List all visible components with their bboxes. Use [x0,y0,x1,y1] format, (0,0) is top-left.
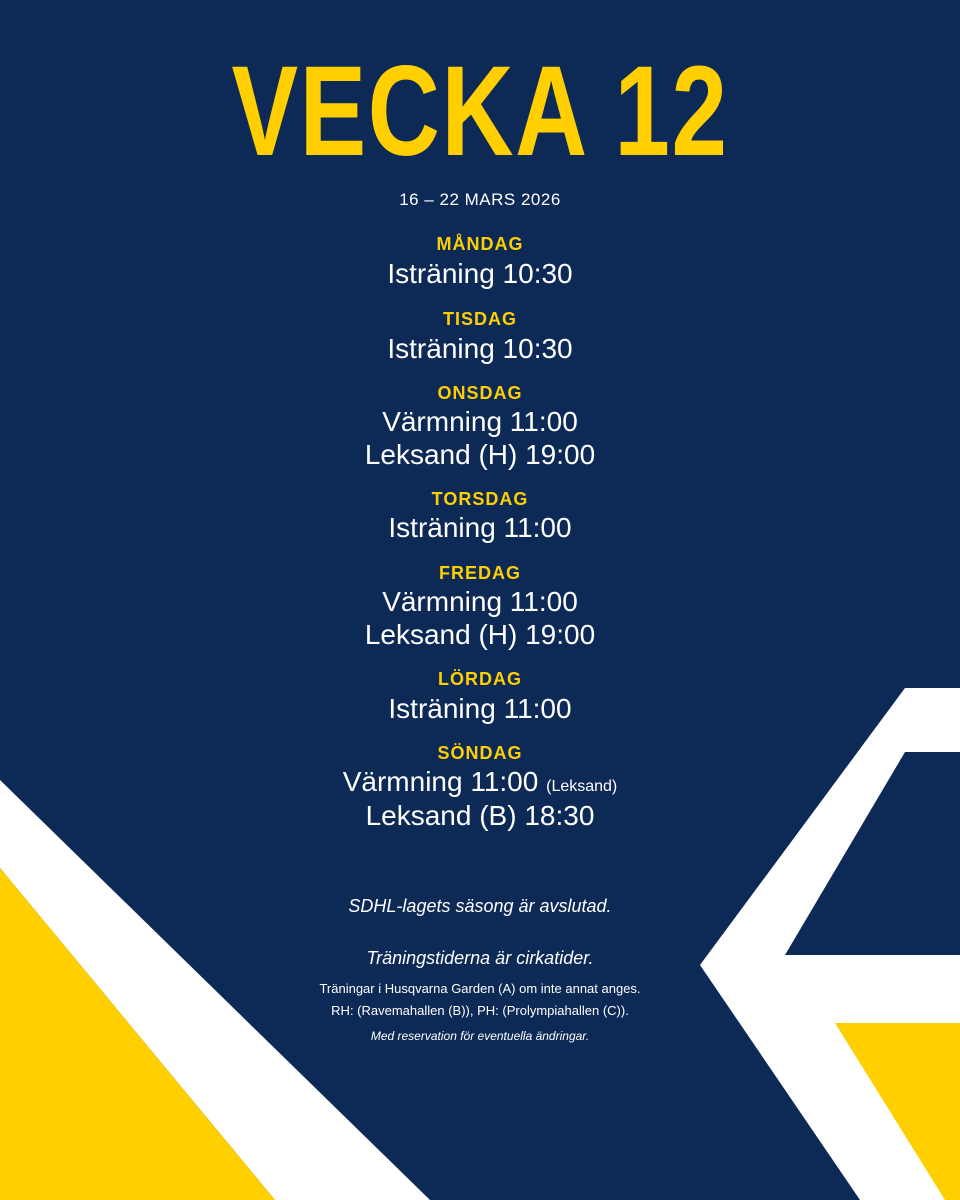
day-label-monday: MÅNDAG [436,234,524,254]
page-title: VECKA 12 [231,40,729,183]
season-note: SDHL-lagets säsong är avslutad. [348,896,612,916]
day-label-friday: FREDAG [439,563,521,583]
activity-friday-2: Leksand (H) 19:00 [364,619,596,650]
activity-friday-1: Värmning 11:00 [382,586,578,617]
activity-sunday-1-location: (Leksand) [546,778,618,795]
day-label-saturday: LÖRDAG [438,669,522,689]
activity-tuesday-1: Isträning 10:30 [387,333,573,364]
activity-monday-1: Isträning 10:30 [387,258,573,289]
venue-note-line1: Träningar i Husqvarna Garden (A) om inte annat anges. [319,981,641,996]
activity-sunday-1-text: Värmning 11:00 [342,766,539,797]
venue-note-line2: RH: (Ravemahallen (B)), PH: (Prolympiahallen (C)). [331,1003,629,1018]
day-label-sunday: SÖNDAG [437,743,523,763]
day-label-tuesday: TISDAG [442,309,517,329]
day-label-thursday: TORSDAG [431,489,529,509]
reservation-note: Med reservation för eventuella ändringar. [370,1029,590,1043]
activity-sunday-2: Leksand (B) 18:30 [365,800,595,831]
activity-thursday-1: Isträning 11:00 [388,512,572,543]
activity-saturday-1: Isträning 11:00 [388,693,572,724]
activity-wednesday-1: Värmning 11:00 [382,406,578,437]
day-label-wednesday: ONSDAG [437,383,523,403]
date-range: 16 – 22 MARS 2026 [399,190,561,209]
approx-times-note: Träningstiderna är cirkatider. [366,948,594,968]
activity-wednesday-2: Leksand (H) 19:00 [364,439,596,470]
activity-sunday-1 [0,766,960,798]
